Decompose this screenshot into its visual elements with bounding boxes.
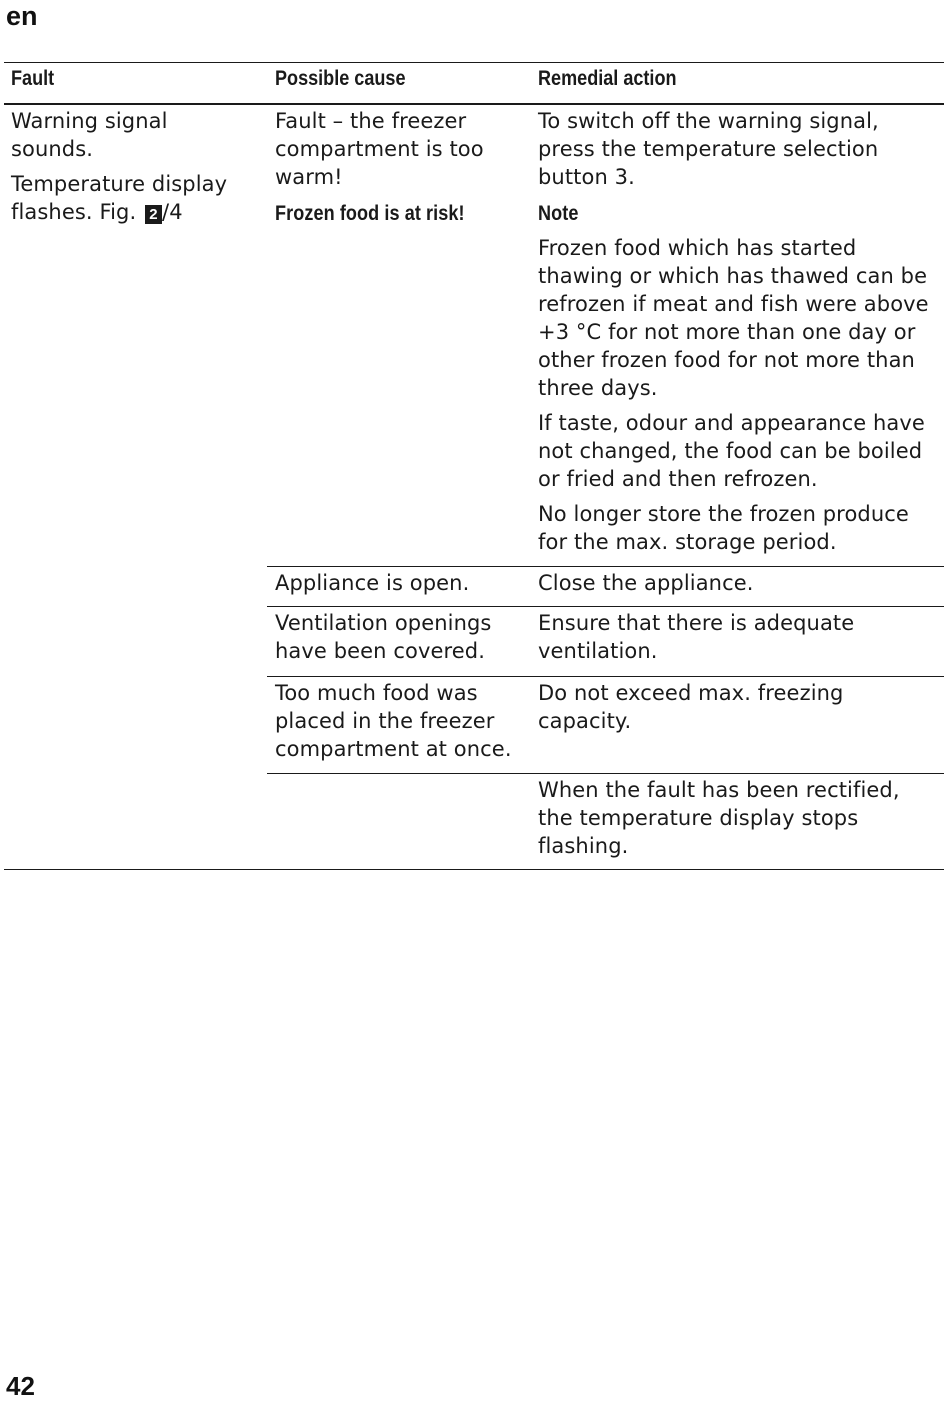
row-divider-3 [267, 676, 944, 677]
table-row-4-cause: Too much food was placed in the freezer compartment at once. [275, 681, 512, 761]
language-code: en [6, 1, 38, 31]
frozen-food-risk-label: Frozen food is at risk! [275, 202, 465, 225]
header-fault: Fault [11, 67, 55, 90]
note-paragraph-1: Frozen food which has started thawing or which has thawed can be refrozen if meat and fish were above +3 °C for not more than one day or other frozen food for not more than three days. [538, 236, 929, 400]
cause-text: Fault – the freezer compartment is too warm! [275, 109, 484, 189]
header-rule [4, 103, 944, 105]
table-row-5-action: When the fault has been rectified, the temperature display stops flashing. [538, 778, 900, 858]
header-possible-cause: Possible cause [275, 67, 406, 90]
fault-temperature-display: Temperature display flashes. Fig. 2 /4 [11, 172, 228, 224]
table-bottom-rule [4, 869, 944, 870]
header-remedial-action: Remedial action [538, 67, 677, 90]
note-paragraph-3: No longer store the frozen produce for the max. storage period. [538, 502, 909, 554]
table-top-rule [4, 62, 944, 63]
table-row-2-cause: Appliance is open. [275, 571, 470, 595]
table-row-3-cause: Ventilation openings have been covered. [275, 611, 492, 663]
row-divider-4 [267, 773, 944, 774]
page-number: 42 [6, 1371, 35, 1401]
table-row-2-action: Close the appliance. [538, 571, 754, 595]
fault-warning-signal: Warning signal sounds. [11, 109, 168, 161]
row-divider-2 [267, 606, 944, 607]
figure-number-icon: 2 [145, 205, 162, 224]
action-text: To switch off the warning signal, press the temperature selection button 3. [538, 109, 879, 189]
table-row-3-action: Ensure that there is adequate ventilation. [538, 611, 855, 663]
table-row-4-action: Do not exceed max. freezing capacity. [538, 681, 844, 733]
note-paragraph-2: If taste, odour and appearance have not changed, the food can be boiled or fried and then refrozen. [538, 411, 925, 491]
note-label: Note [538, 202, 579, 225]
fault-cell [11, 107, 256, 226]
table-row-1-action [538, 107, 938, 556]
row-divider-1 [267, 566, 944, 567]
table-row-1-cause [275, 107, 520, 227]
